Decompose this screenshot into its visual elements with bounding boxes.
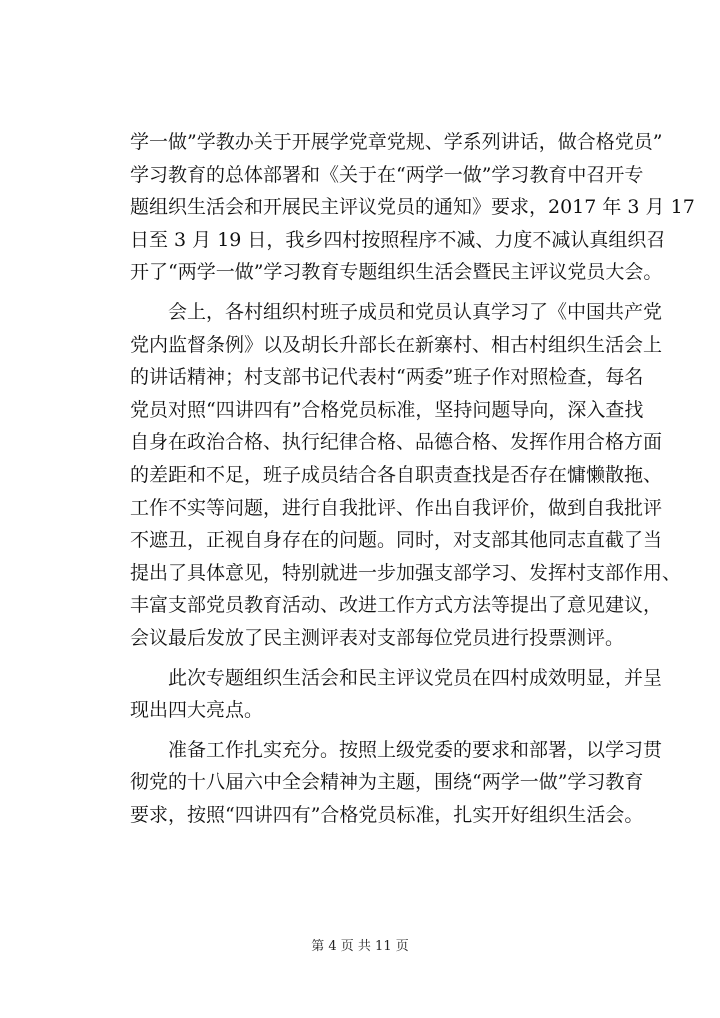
text-line: 的差距和不足，班子成员结合各自职责查找是否存在慵懒散拖、 [130,463,663,486]
text-line: 题组织生活会和开展民主评议党员的通知》要求，2017 年 3 月 17 [130,196,695,219]
text-line: 工作不实等问题，进行自我批评、作出自我评价，做到自我批评 [130,496,663,519]
text-line: 日至 3 月 19 日，我乡四村按照程序不减、力度不减认真组织召 [130,228,666,251]
text-line: 提出了具体意见，特别就进一步加强支部学习、发挥村支部作用、 [130,561,682,584]
body-text [130,126,695,831]
text-line: 现出四大亮点。 [130,699,264,722]
paragraph-4 [130,734,663,832]
text-line: 准备工作扎实充分。按照上级党委的要求和部署，以学习贯 [168,738,663,761]
text-line: 学习教育的总体部署和《关于在“两学一做”学习教育中召开专 [130,163,644,186]
text-line: 此次专题组织生活会和民主评议党员在四村成效明显，并呈 [168,666,663,689]
text-line: 丰富支部党员教育活动、改进工作方式方法等提出了意见建议， [130,594,663,617]
page-footer [0,935,720,954]
text-line: 不遮丑，正视自身存在的问题。同时，对支部其他同志直截了当 [130,529,663,552]
text-line: 自身在政治合格、执行纪律合格、品德合格、发挥作用合格方面 [130,431,663,454]
text-line: 党内监督条例》以及胡长升部长在新寨村、相古村组织生活会上 [130,333,663,356]
text-line: 彻党的十八届六中全会精神为主题，围绕“两学一做”学习教育 [130,771,644,794]
paragraph-3 [130,662,663,727]
text-line: 的讲话精神；村支部书记代表村“两委”班子作对照检查，每名 [130,366,644,389]
text-line: 会议最后发放了民主测评表对支部每位党员进行投票测评。 [130,626,625,649]
page-number: 第 4 页 共 11 页 [311,939,409,954]
text-line: 学一做”学教办关于开展学党章党规、学系列讲话，做合格党员” [130,131,663,153]
text-line: 会上，各村组织村班子成员和党员认真学习了《中国共产党 [168,300,663,323]
text-line: 要求，按照“四讲四有”合格党员标准，扎实开好组织生活会。 [130,803,644,826]
paragraph-2 [130,296,682,655]
text-line: 开了“两学一做”学习教育专题组织生活会暨民主评议党员大会。 [130,261,663,284]
text-line: 党员对照“四讲四有”合格党员标准，坚持问题导向，深入查找 [130,398,644,421]
paragraph-1 [130,126,695,289]
